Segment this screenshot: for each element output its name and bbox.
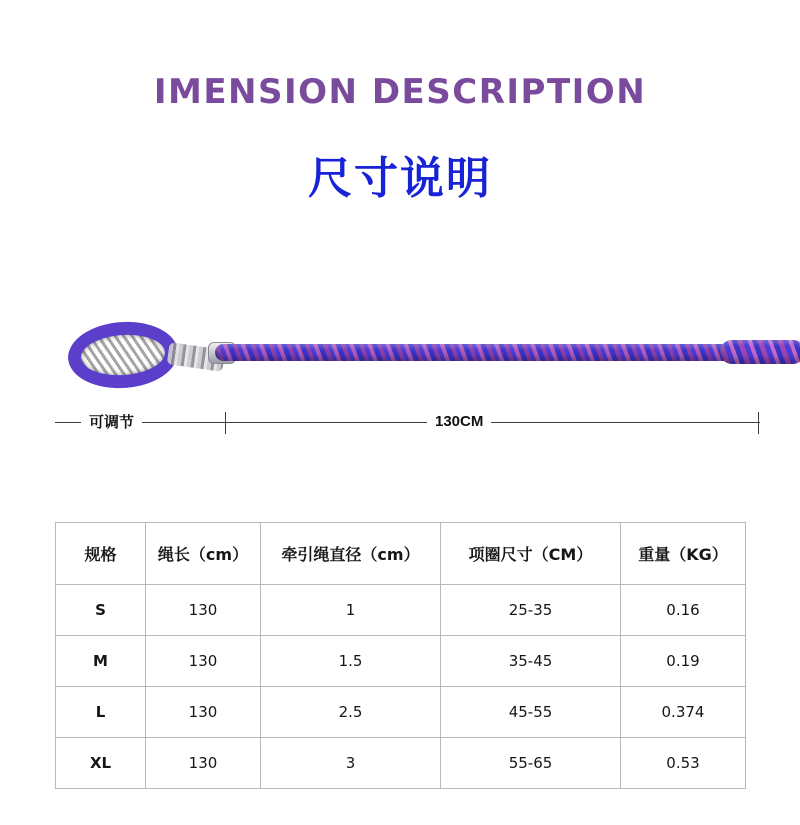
- length-label: 130CM: [427, 412, 491, 432]
- cell-size: M: [56, 636, 146, 687]
- dimension-tick-start: [225, 412, 226, 434]
- braided-rope-icon: [215, 344, 775, 361]
- table-header-size: 规格: [56, 523, 146, 585]
- cell-weight: 0.374: [621, 687, 746, 738]
- cell-diameter: 3: [261, 738, 441, 789]
- cell-collar: 25-35: [441, 585, 621, 636]
- cell-length: 130: [146, 585, 261, 636]
- cell-weight: 0.19: [621, 636, 746, 687]
- page-title-chinese: 尺寸说明: [308, 153, 492, 204]
- cell-size: S: [56, 585, 146, 636]
- table-header-collar: 项圈尺寸（CM）: [441, 523, 621, 585]
- dimension-tick-end: [758, 412, 759, 434]
- cell-collar: 45-55: [441, 687, 621, 738]
- dimension-rule: [55, 422, 760, 423]
- page-title-english: IMENSION DESCRIPTION: [153, 72, 647, 112]
- product-illustration: [40, 300, 770, 410]
- cell-length: 130: [146, 636, 261, 687]
- cell-weight: 0.53: [621, 738, 746, 789]
- table-header-length: 绳长（cm）: [146, 523, 261, 585]
- table-row: [56, 687, 746, 738]
- table-row: [56, 636, 746, 687]
- specification-table: [55, 522, 746, 789]
- cell-collar: 35-45: [441, 636, 621, 687]
- table-row: [56, 585, 746, 636]
- adjustable-label: 可调节: [81, 412, 142, 432]
- table-row: [56, 738, 746, 789]
- cell-diameter: 2.5: [261, 687, 441, 738]
- cell-diameter: 1.5: [261, 636, 441, 687]
- table-header-diameter: 牵引绳直径（cm）: [261, 523, 441, 585]
- collar-loop-icon: [66, 318, 180, 392]
- cell-size: L: [56, 687, 146, 738]
- cell-length: 130: [146, 738, 261, 789]
- dimension-line: [55, 408, 760, 442]
- cell-weight: 0.16: [621, 585, 746, 636]
- cell-collar: 55-65: [441, 738, 621, 789]
- cell-diameter: 1: [261, 585, 441, 636]
- table-header-weight: 重量（KG）: [621, 523, 746, 585]
- cell-size: XL: [56, 738, 146, 789]
- cell-length: 130: [146, 687, 261, 738]
- table-header-row: [56, 523, 746, 585]
- rope-handle-icon: [720, 340, 800, 364]
